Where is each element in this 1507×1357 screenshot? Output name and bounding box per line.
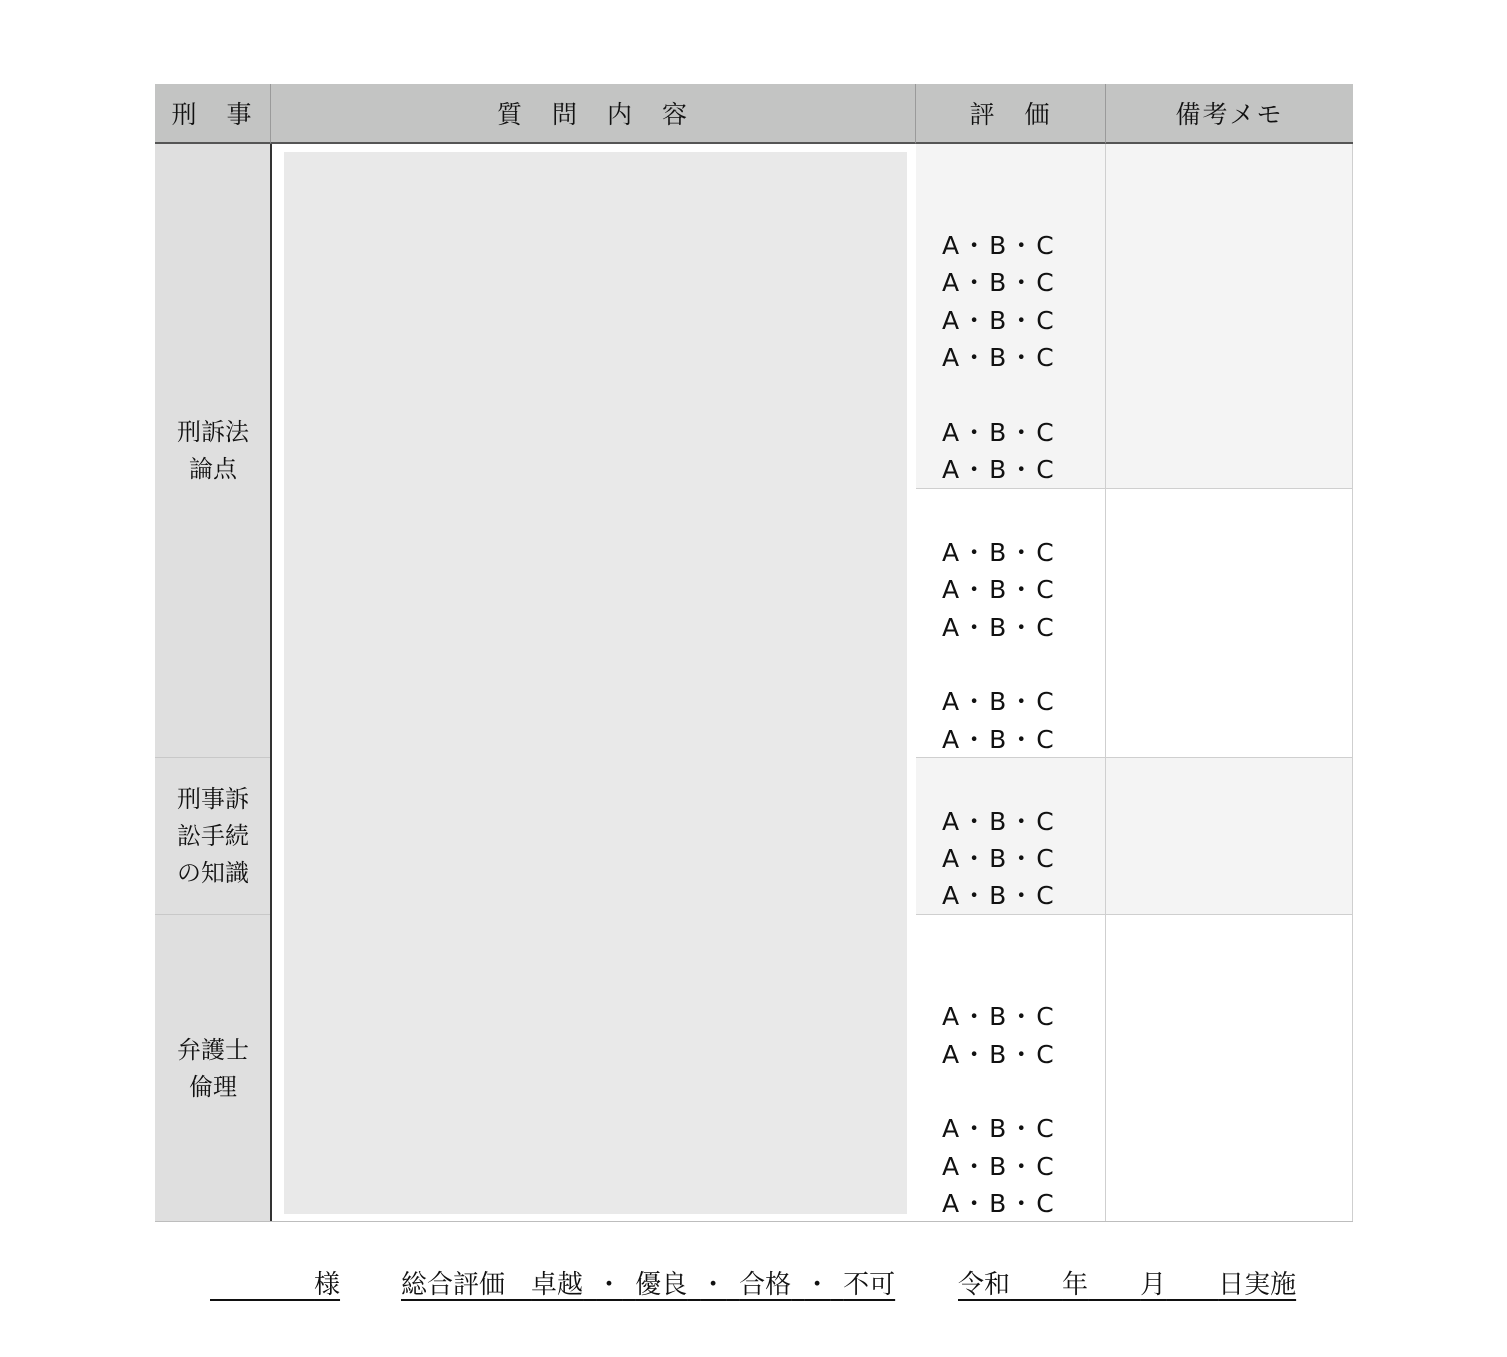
rating-abc[interactable]: A・ B・ C: [942, 268, 1054, 297]
header-category: 刑 事: [155, 84, 271, 144]
rating-abc[interactable]: A・ B・ C: [942, 1002, 1054, 1031]
redacted-question-block: [284, 152, 907, 1214]
rating-abc[interactable]: A・ B・ C: [942, 687, 1054, 716]
rating-abc[interactable]: A・ B・ C: [942, 725, 1054, 754]
interview-evaluation-sheet: [155, 84, 1353, 1222]
footer-name[interactable]: 様: [314, 1270, 341, 1300]
evaluation-cell: [916, 758, 1106, 914]
header-question-content: 質 問 内 容: [271, 84, 916, 144]
rating-abc[interactable]: A・ B・ C: [942, 881, 1054, 910]
grade-good[interactable]: 優良: [635, 1270, 688, 1300]
category-criminal-procedure-knowledge: 刑事訴 訟手続 の知識: [155, 758, 271, 915]
rating-abc[interactable]: A・ B・ C: [942, 613, 1054, 642]
evaluation-row: [916, 915, 1353, 1222]
grade-fail[interactable]: 不可: [843, 1270, 896, 1300]
footer-date[interactable]: 令和 年 月 日実施: [958, 1270, 1297, 1300]
evaluation-cell: [916, 144, 1106, 488]
rating-abc[interactable]: A・ B・ C: [942, 343, 1054, 372]
evaluation-row: [916, 758, 1353, 915]
header-memo: 備考メモ: [1106, 84, 1353, 144]
rating-abc[interactable]: A・ B・ C: [942, 1040, 1054, 1069]
rating-abc[interactable]: A・ B・ C: [942, 807, 1054, 836]
rating-abc[interactable]: A・ B・ C: [942, 538, 1054, 567]
header-evaluation: 評 価: [916, 84, 1106, 144]
evaluation-row: [916, 489, 1353, 758]
rating-abc[interactable]: A・ B・ C: [942, 575, 1054, 604]
category-lawyer-ethics: 弁護士 倫理: [155, 915, 271, 1222]
rating-abc[interactable]: A・ B・ C: [942, 231, 1054, 260]
grade-excellent[interactable]: 卓越: [531, 1270, 584, 1300]
memo-cell[interactable]: [1106, 144, 1353, 488]
memo-cell[interactable]: [1106, 915, 1353, 1222]
rating-abc[interactable]: A・ B・ C: [942, 844, 1054, 873]
category-criminal-procedure-issues: 刑訴法 論点: [155, 144, 271, 758]
table-bottom-border: [155, 1221, 1353, 1222]
memo-cell[interactable]: [1106, 489, 1353, 757]
rating-abc[interactable]: A・ B・ C: [942, 306, 1054, 335]
footer-overall-evaluation: 総合評価 卓越 ・ 優良 ・ 合格 ・ 不可: [401, 1270, 896, 1300]
evaluation-cell: [916, 915, 1106, 1222]
rating-abc[interactable]: A・ B・ C: [942, 418, 1054, 447]
evaluation-cell: [916, 489, 1106, 757]
grade-pass[interactable]: 合格: [739, 1270, 792, 1300]
rating-abc[interactable]: A・ B・ C: [942, 1114, 1054, 1143]
rating-abc[interactable]: A・ B・ C: [942, 1189, 1054, 1218]
memo-cell[interactable]: [1106, 758, 1353, 914]
rating-abc[interactable]: A・ B・ C: [942, 1152, 1054, 1181]
evaluation-row: [916, 144, 1353, 489]
rating-abc[interactable]: A・ B・ C: [942, 455, 1054, 484]
question-content-column: [272, 144, 916, 1222]
